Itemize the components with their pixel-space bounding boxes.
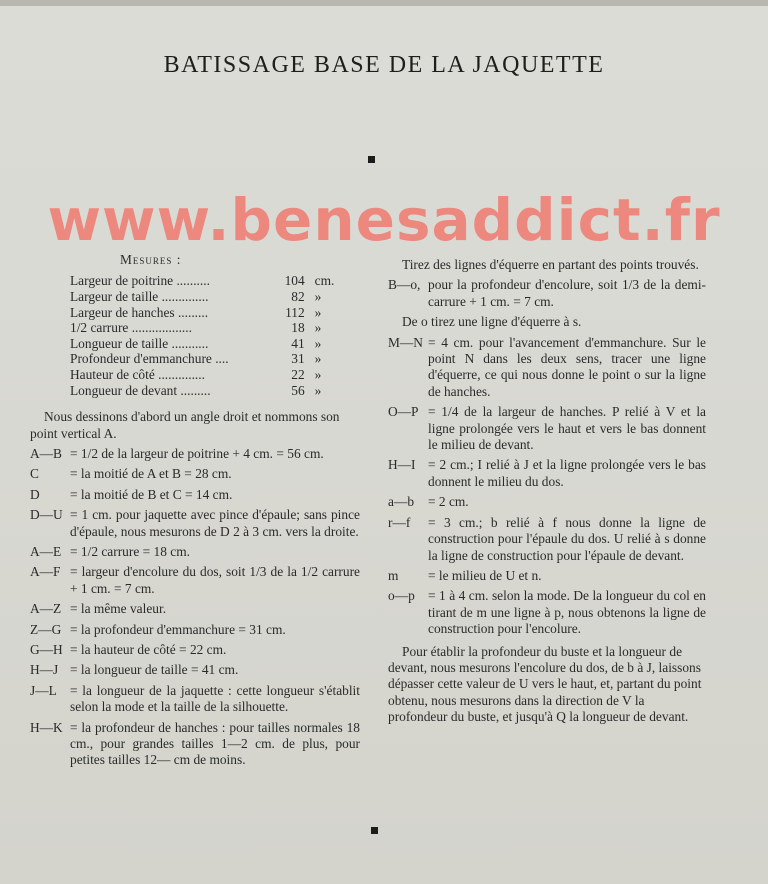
instruction-key: m — [388, 567, 399, 583]
instruction-item — [30, 466, 360, 482]
instruction-item — [388, 457, 706, 490]
measure-value: 112 — [285, 304, 305, 320]
measure-row — [70, 305, 360, 321]
measure-value: 31 — [291, 351, 305, 367]
measure-row — [70, 289, 360, 305]
measure-row — [70, 383, 360, 399]
instruction-text: = 1 cm. pour jaquette avec pince d'épaule; sans pince d'épaule, nous mesurons de D 2 à 3 cm. vers la droite. — [70, 507, 360, 539]
left-instructions — [30, 446, 360, 769]
measure-unit: » — [314, 351, 322, 367]
left-intro-paragraph: Nous dessinons d'abord un angle droit et nommons son point vertical A. — [30, 409, 340, 441]
instruction-text: = 1/4 de la largeur de hanches. P relié à V et la ligne prolongée vers le haut et vers le bas donnent le milieu de devant. — [428, 404, 706, 453]
measure-label: Largeur de taille .............. — [70, 289, 209, 304]
measure-label: 1/2 carrure .................. — [70, 320, 192, 336]
measure-label: Profondeur d'emmanchure .... — [70, 351, 229, 367]
instruction-item — [388, 335, 706, 401]
instruction-text: = la moitié de B et C = 14 cm. — [70, 486, 233, 502]
instruction-item — [30, 446, 360, 462]
instruction-item — [30, 487, 360, 503]
instruction-text: = 1 à 4 cm. selon la mode. De la longueur du col en tirant de m une ligne à p, nous obtenons la ligne de construction pour l'encolure. — [428, 588, 706, 637]
instruction-item — [388, 568, 706, 584]
instruction-key: A—B — [30, 445, 62, 461]
watermark: www.benesaddict.fr — [47, 186, 721, 254]
instruction-item — [30, 622, 360, 638]
instruction-text: = la profondeur de hanches : pour tailles normales 18 cm., pour grandes tailles 1—2 cm. de plus, pour petites tailles 12— cm de moins. — [70, 719, 360, 768]
instruction-text: = le milieu de U et n. — [428, 567, 542, 583]
measure-unit: cm. — [314, 273, 335, 289]
instruction-item — [30, 564, 360, 597]
section-bullet-top — [368, 156, 375, 163]
page-top-edge — [0, 0, 768, 6]
instruction-key: H—K — [30, 719, 63, 735]
instruction-item — [30, 642, 360, 658]
measure-unit: » — [314, 335, 322, 351]
instruction-text: De o tirez une ligne d'équerre à s. — [402, 314, 582, 330]
instruction-key: D—U — [30, 507, 63, 523]
measure-value: 22 — [291, 366, 305, 382]
measure-value: 82 — [291, 289, 305, 304]
measures-table — [70, 273, 360, 398]
left-column — [30, 252, 360, 773]
instruction-key: C — [30, 466, 39, 482]
measure-row — [70, 367, 360, 383]
measure-label: Longueur de taille ........... — [70, 335, 209, 351]
instruction-text: = 2 cm.; I relié à J et la ligne prolongée vers le bas donnent le milieu du dos. — [428, 457, 706, 489]
measure-label: Longueur de devant ......... — [70, 382, 211, 398]
instruction-item — [30, 507, 360, 540]
measure-unit: » — [314, 382, 322, 398]
instruction-item — [30, 720, 360, 769]
instruction-key: r—f — [388, 514, 411, 530]
instruction-key: A—F — [30, 564, 61, 580]
instruction-key: a—b — [388, 494, 415, 510]
instruction-text: = la longueur de taille = 41 cm. — [70, 662, 239, 678]
instruction-key: H—J — [30, 662, 59, 678]
measure-unit: » — [314, 320, 322, 336]
measure-row — [70, 351, 360, 367]
instruction-key: G—H — [30, 642, 63, 658]
right-instructions — [388, 277, 706, 637]
instruction-key: Z—G — [30, 621, 62, 637]
measure-label: Hauteur de côté .............. — [70, 366, 205, 382]
instruction-text: = 4 cm. pour l'avancement d'emmanchure. Sur le point N dans les deux sens, tracer une ligne d'équerre, ce qui nous donne le point o sur la ligne de hanches. — [428, 334, 706, 399]
instruction-text: = la moitié de A et B = 28 cm. — [70, 466, 232, 482]
instruction-text: = la hauteur de côté = 22 cm. — [70, 642, 227, 658]
measures-heading: Mesures : — [120, 252, 182, 267]
measure-value: 104 — [284, 273, 305, 289]
measure-row — [70, 320, 360, 336]
instruction-key: B—o, — [388, 277, 421, 293]
instruction-text: = 1/2 carrure = 18 cm. — [70, 544, 190, 559]
instruction-text: = largeur d'encolure du dos, soit 1/3 de la 1/2 carrure + 1 cm. = 7 cm. — [70, 564, 360, 596]
instruction-key — [388, 314, 402, 330]
measure-value: 56 — [291, 382, 305, 398]
page-title: BATISSAGE BASE DE LA JAQUETTE — [163, 52, 605, 78]
instruction-key: D — [30, 486, 40, 502]
instruction-key: o—p — [388, 588, 415, 604]
instruction-item — [388, 404, 706, 453]
instruction-key: H—I — [388, 457, 416, 473]
instruction-text: = 3 cm.; b relié à f nous donne la ligne de construction pour l'épaule du dos. U relié à s donne la ligne de construction pour l'épaule de devant. — [428, 514, 706, 563]
instruction-item — [388, 515, 706, 564]
measure-row — [70, 336, 360, 352]
instruction-text: = la longueur de la jaquette : cette longueur s'établit selon la mode et la taille de la silhouette. — [70, 682, 360, 715]
instruction-key: A—Z — [30, 601, 62, 617]
instruction-key: M—N — [388, 334, 423, 350]
measure-label: Largeur de poitrine .......... — [70, 273, 210, 289]
instruction-key: O—P — [388, 404, 419, 420]
instruction-item — [388, 314, 706, 330]
instruction-text: = 2 cm. — [428, 494, 469, 510]
instruction-item — [30, 544, 360, 560]
measure-unit: » — [314, 366, 322, 382]
instruction-item — [30, 662, 360, 678]
measure-row — [70, 273, 360, 289]
instruction-text: pour la profondeur d'encolure, soit 1/3 de la demi-carrure + 1 cm. = 7 cm. — [428, 277, 706, 309]
instruction-item — [30, 601, 360, 617]
instruction-item — [30, 683, 360, 716]
right-intro-paragraph: Tirez des lignes d'équerre en partant des points trouvés. — [402, 257, 699, 272]
measure-value: 18 — [291, 320, 305, 336]
section-bullet-bottom — [371, 827, 378, 834]
measure-unit: » — [314, 289, 322, 304]
right-column — [388, 257, 706, 730]
instruction-key: J—L — [30, 682, 57, 698]
instruction-item — [388, 277, 706, 310]
instruction-item — [388, 588, 706, 637]
instruction-text: = la profondeur d'emmanchure = 31 cm. — [70, 621, 286, 637]
measure-label: Largeur de hanches ......... — [70, 304, 209, 320]
instruction-text: = 1/2 de la largeur de poitrine + 4 cm. = 56 cm. — [70, 445, 324, 461]
instruction-key: A—E — [30, 544, 62, 559]
measure-value: 41 — [291, 335, 305, 351]
instruction-item — [388, 494, 706, 510]
measure-unit: » — [314, 304, 322, 320]
right-closing-paragraph: Pour établir la profondeur du buste et la longueur de devant, nous mesurons l'encolure du dos, de b à J, laissons dépasser cette valeur de U vers le haut, et, partant du point obtenu, nous mesurons dans la direction de V la profondeur du buste, et jusqu'à Q la longueur de devant. — [388, 643, 702, 725]
instruction-text: = la même valeur. — [70, 601, 167, 617]
